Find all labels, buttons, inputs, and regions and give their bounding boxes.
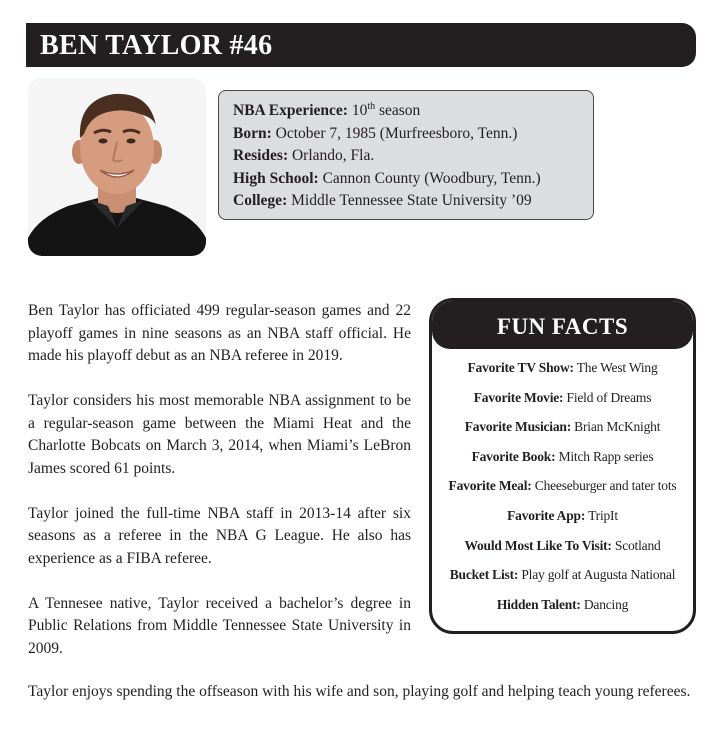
experience-suffix: th	[367, 100, 376, 112]
bio-text	[28, 300, 411, 683]
fun-fact-label: Bucket List:	[449, 567, 519, 583]
fun-fact-value: The West Wing	[573, 360, 658, 375]
page-title: BEN TAYLOR #46	[26, 23, 696, 67]
fun-fact-item	[432, 560, 693, 590]
college-value: Middle Tennessee State University ’09	[287, 192, 532, 209]
fun-fact-value: Cheeseburger and tater tots	[531, 478, 677, 494]
fun-facts-list	[432, 349, 693, 619]
fun-fact-label: Favorite Movie:	[473, 389, 564, 405]
resides-value: Orlando, Fla.	[288, 147, 375, 164]
fun-fact-label: Favorite App:	[507, 507, 586, 523]
born-line	[233, 123, 593, 146]
fun-fact-item	[432, 471, 693, 501]
resides-label: Resides:	[233, 147, 289, 164]
fun-fact-label: Favorite Meal:	[448, 478, 532, 494]
person-portrait-icon	[28, 78, 206, 256]
experience-rest: season	[375, 102, 421, 119]
fun-facts-box	[429, 298, 696, 634]
high-school-value: Cannon County (Woodbury, Tenn.)	[318, 169, 541, 187]
fun-fact-item	[432, 501, 693, 531]
high-school-line	[233, 168, 593, 191]
fun-fact-label: Favorite TV Show:	[467, 360, 574, 375]
fun-fact-item	[432, 412, 693, 442]
experience-line	[233, 100, 593, 123]
bio-paragraph: Taylor joined the full-time NBA staff in 2013-14 after six seasons as a referee in the NBA G League. He also has experience as a FIBA referee.	[28, 504, 411, 567]
fun-fact-item	[432, 590, 693, 620]
fun-fact-value: Brian McKnight	[571, 419, 661, 435]
born-value: October 7, 1985 (Murfreesboro, Tenn.)	[271, 124, 518, 142]
fun-facts-title: FUN FACTS	[432, 301, 693, 349]
fun-fact-value: Mitch Rapp series	[555, 448, 654, 464]
bio-paragraph-final: Taylor enjoys spending the offseason with his wife and son, playing golf and helping teach young referees.	[28, 683, 691, 700]
fun-fact-value: TripIt	[585, 507, 618, 523]
fun-fact-label: Would Most Like To Visit:	[464, 537, 612, 553]
fun-fact-label: Favorite Book:	[471, 448, 556, 464]
fun-fact-item	[432, 442, 693, 472]
college-line	[233, 190, 593, 213]
fun-fact-value: Field of Dreams	[563, 389, 652, 405]
fun-fact-value: Dancing	[580, 596, 629, 612]
bio-paragraph: Ben Taylor has officiated 499 regular-season games and 22 playoff games in nine seasons as an NBA staff official. He made his playoff debut as an NBA referee in 2019.	[28, 302, 411, 364]
fun-fact-value: Play golf at Augusta National	[518, 567, 676, 583]
bio-paragraph: Taylor considers his most memorable NBA assignment to be a regular-season game between the Miami Heat and the Charlotte Bobcats on March 3, 2014, when Miami’s LeBron James scored 61 points.	[28, 392, 411, 477]
fun-fact-label: Favorite Musician:	[464, 419, 571, 435]
fun-fact-value: Scotland	[611, 537, 661, 553]
born-label: Born:	[233, 124, 272, 142]
experience-label: NBA Experience:	[233, 102, 348, 119]
fun-fact-item	[432, 383, 693, 413]
fun-fact-item	[432, 531, 693, 561]
high-school-label: High School:	[233, 169, 319, 187]
headshot-photo	[28, 78, 206, 256]
bio-paragraph: A Tennesee native, Taylor received a bachelor’s degree in Public Relations from Middle Tennessee State University in 2009.	[28, 594, 411, 657]
resides-line	[233, 145, 593, 168]
fun-fact-label: Hidden Talent:	[496, 596, 581, 612]
experience-number: 10	[351, 102, 368, 119]
college-label: College:	[233, 192, 288, 209]
bio-info-box	[218, 90, 594, 220]
fun-fact-item	[432, 353, 693, 383]
